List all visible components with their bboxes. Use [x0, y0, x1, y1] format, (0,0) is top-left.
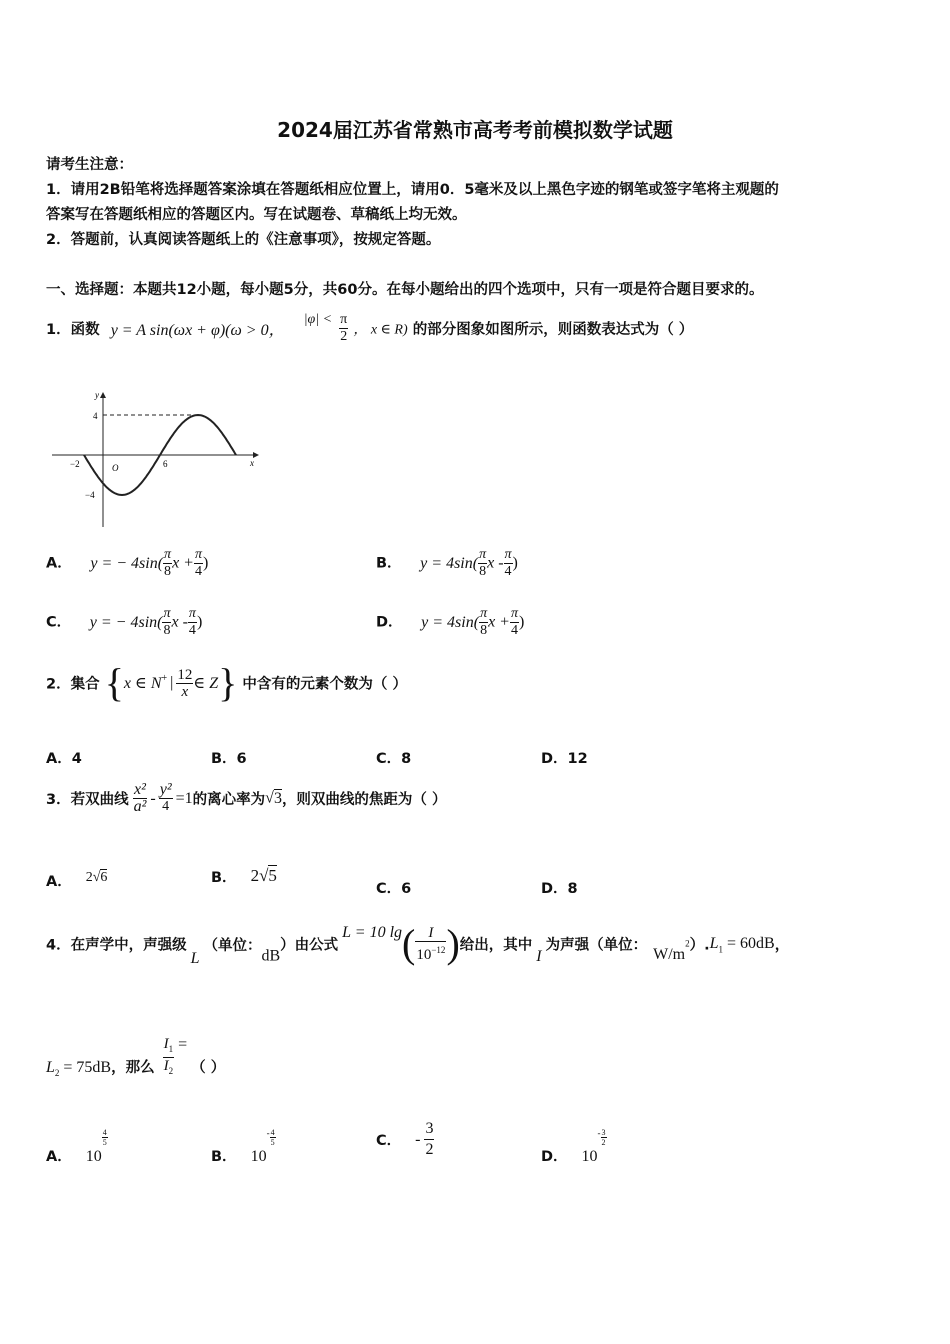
q4-d-base: 10	[581, 1148, 598, 1165]
q3-a-sqrt-sign: √	[92, 870, 101, 885]
q3-a-coef: 2	[85, 870, 93, 885]
q4-option-c-label: C．	[376, 1133, 402, 1149]
tick-6: 6	[163, 459, 168, 469]
q2-number: 2．集合	[46, 676, 100, 693]
q4-L: L	[190, 949, 200, 967]
q1-two: 2	[340, 329, 348, 344]
q4-formula-n: I	[415, 925, 446, 942]
q4-comma: ，	[774, 937, 790, 954]
q1-a-post: )	[202, 554, 209, 572]
q1-a-mid: x +	[172, 554, 194, 572]
q2-left-brace: {	[104, 660, 124, 705]
q4-L1-val: = 60dB	[727, 935, 775, 952]
q4-c-d: 2	[425, 1141, 434, 1158]
q2-frac-n: 12	[177, 666, 193, 683]
q4-formula-d-base: 10	[416, 947, 432, 963]
q3-number: 3．若双曲线	[46, 792, 129, 808]
q1-d-mid: x +	[488, 613, 510, 631]
q1-option-a[interactable]	[46, 547, 208, 580]
q4-formula-lparen: (	[402, 921, 416, 966]
notice-heading: 请考生注意：	[46, 157, 133, 173]
notice-line-1b: 答案写在答题纸相应的答题区内。写在试题卷、草稿纸上均无效。	[46, 207, 467, 223]
q3-a-rad: 6	[100, 870, 108, 885]
q4-option-b-label: B．	[211, 1149, 237, 1165]
q1-c-d1: 8	[163, 623, 171, 638]
q4-formula-d	[415, 942, 446, 963]
q4-L1: L	[709, 935, 719, 952]
tick-minus-4: −4	[85, 490, 95, 500]
q3-text1: 的离心率为	[192, 792, 266, 808]
q3-option-b-label: B．	[211, 870, 237, 886]
q3-sqrt-sign: √	[265, 789, 274, 807]
q1-b-d1: 8	[479, 564, 487, 579]
q4-paren: （ ）	[191, 1059, 226, 1076]
question-3	[46, 782, 447, 830]
question-4-line-1	[46, 921, 790, 974]
q3-text2: ，则双曲线的焦距为（ ）	[281, 792, 447, 808]
tick-4: 4	[93, 411, 98, 421]
page-title: 2024届江苏省常熟市高考考前模拟数学试题	[277, 118, 673, 142]
q4-ratio-n-sub: 1	[168, 1043, 174, 1054]
section-heading: 一、选择题：本题共12小题，每小题5分，共60分。在每小题给出的四个选项中，只有一项是符合题目要求的。	[46, 282, 764, 298]
q1-option-c-pre: y = − 4sin(	[89, 613, 163, 631]
origin-label: O	[112, 463, 119, 473]
q4-L2: L	[46, 1058, 55, 1076]
q3-option-b[interactable]	[211, 866, 277, 887]
q2-frac-d: x	[181, 683, 189, 700]
q2-right-brace: }	[218, 660, 238, 705]
q4-ratio-n	[163, 1036, 175, 1058]
q1-number: 1．函数	[46, 322, 100, 338]
q4-ratio-d	[163, 1058, 175, 1079]
q1-option-b-label: B．	[376, 555, 402, 572]
q4-unit-w: W/m	[653, 945, 686, 963]
q3-eq: =1	[175, 789, 193, 807]
q1-formula: y = A sin(ωx + φ)(ω > 0，	[110, 322, 285, 339]
q4-ratio-d-I: I	[163, 1057, 169, 1074]
q1-b-post: )	[512, 554, 518, 572]
q4-b-exp-d: 5	[270, 1138, 275, 1147]
q4-d-exp-sign: -	[597, 1128, 601, 1138]
q4-b-exp-n: 4	[270, 1128, 275, 1137]
q4-close: ）.	[689, 937, 710, 954]
q1-option-c-label: C．	[46, 614, 72, 631]
q4-ratio-d-sub: 2	[168, 1065, 174, 1076]
q2-text: 中含有的元素个数为（ ）	[242, 676, 407, 693]
q4-formula-d-exp: −12	[431, 945, 446, 955]
q1-option-c[interactable]	[46, 606, 202, 639]
q1-text: 的部分图象如图所示，则函数表达式为（ ）	[412, 322, 694, 338]
q4-option-d-label: D．	[541, 1149, 568, 1165]
y-axis-label: y	[95, 390, 99, 400]
q1-a-d2: 4	[194, 564, 202, 579]
q1-a-n1: π	[164, 547, 172, 562]
q1-option-a-pre: y = − 4sin(	[90, 554, 164, 572]
q3-sqrt-3: 3	[273, 789, 282, 807]
q1-option-d[interactable]	[376, 606, 524, 639]
q4-L2-val: = 75dB	[63, 1058, 112, 1076]
q4-option-d[interactable]	[541, 1128, 607, 1166]
q4-option-a-label: A．	[46, 1149, 72, 1165]
notice-line-1a: 1．请用2B铅笔将选择题答案涂填在答题纸相应位置上，请用0．5毫米及以上黑色字迹的钢笔或签字笔将主观题的	[46, 182, 779, 198]
q1-d-n2: π	[510, 606, 518, 621]
q1-d-post: )	[519, 613, 525, 631]
q1-c-d2: 4	[188, 623, 196, 638]
q1-d-n1: π	[480, 606, 488, 621]
q1-sine-graph	[50, 385, 265, 530]
q1-domain: ， x ∈ R)	[353, 322, 408, 338]
q2-set-left: x ∈ N	[123, 675, 162, 692]
notice-line-2: 2．答题前，认真阅读答题纸上的《注意事项》，按规定答题。	[46, 232, 441, 248]
q3-n2: y²	[159, 781, 172, 798]
q3-option-a[interactable]	[46, 870, 107, 891]
q2-sup-plus: +	[161, 673, 168, 685]
x-axis-label: x	[250, 458, 254, 468]
q3-b-sqrt-sign: √	[259, 866, 269, 885]
q1-option-d-pre: y = 4sin(	[421, 613, 480, 631]
q2-option-c[interactable]: C．8	[376, 751, 412, 767]
q1-pi: π	[340, 312, 348, 327]
q1-a-d1: 8	[164, 564, 172, 579]
q3-d1: a²	[133, 798, 147, 815]
q4-a-exp-n: 4	[102, 1128, 107, 1137]
q4-a-exp-d: 5	[102, 1138, 107, 1147]
q4-line1-a: 4．在声学中，声强级	[46, 937, 187, 954]
q4-formula-rparen: )	[446, 921, 460, 966]
q4-c-sign: -	[415, 1130, 421, 1148]
q4-option-a[interactable]	[46, 1128, 108, 1166]
q4-ratio-eq: =	[178, 1036, 188, 1053]
q4-unit-open: （单位：	[203, 937, 262, 954]
q3-n1: x²	[134, 781, 146, 798]
q4-d-exp-n: 3	[601, 1128, 606, 1137]
question-2	[46, 660, 407, 711]
q4-give: 给出，其中	[459, 937, 533, 954]
q1-c-n1: π	[163, 606, 171, 621]
q2-option-d[interactable]: D．12	[541, 751, 588, 767]
q4-option-b[interactable]	[211, 1128, 276, 1166]
q1-option-b[interactable]	[376, 547, 518, 580]
q4-dB: dB	[261, 947, 281, 965]
q2-option-b[interactable]: B．6	[211, 751, 247, 767]
q1-b-mid: x -	[487, 554, 504, 572]
q3-b-rad: 5	[268, 866, 277, 885]
q3-d2: 4	[162, 799, 170, 814]
q4-L1-sub: 1	[718, 944, 724, 955]
q1-c-post: )	[196, 613, 203, 631]
q3-b-coef: 2	[250, 866, 260, 885]
q4-ratio-n-I: I	[163, 1036, 169, 1052]
q4-then: ，那么	[111, 1059, 155, 1076]
q4-intensity: 为声强（单位：	[545, 937, 648, 954]
q1-option-d-label: D．	[376, 614, 403, 631]
q3-minus: -	[150, 789, 156, 807]
q1-option-b-pre: y = 4sin(	[420, 554, 479, 572]
q1-option-a-label: A．	[46, 555, 72, 572]
question-1	[46, 312, 693, 356]
q4-a-base: 10	[85, 1148, 102, 1165]
q1-phi-condition: |φ| <	[303, 312, 333, 327]
q3-option-c[interactable]: C．6	[376, 881, 412, 897]
q1-a-n2: π	[194, 547, 202, 562]
q4-b-base: 10	[250, 1148, 267, 1165]
q1-c-mid: x -	[171, 613, 188, 631]
q1-b-n2: π	[504, 547, 512, 562]
q1-b-d2: 4	[504, 564, 512, 579]
q4-I: I	[536, 947, 542, 965]
q2-bar: |	[170, 674, 174, 691]
q4-unit-exp: 2	[685, 938, 690, 949]
q1-b-n1: π	[479, 547, 487, 562]
q4-option-c[interactable]	[376, 1119, 434, 1160]
q2-option-a[interactable]: A．4	[46, 751, 82, 767]
tick-minus-2: −2	[70, 459, 80, 469]
q4-L2-sub: 2	[54, 1067, 60, 1078]
q2-set-right: ∈ Z	[193, 675, 219, 692]
q4-formula-intro: ）由公式	[280, 937, 339, 954]
q1-d-d1: 8	[480, 623, 488, 638]
q1-c-n2: π	[188, 606, 196, 621]
q4-b-exp-sign: -	[266, 1128, 270, 1138]
q3-option-d[interactable]: D．8	[541, 881, 578, 897]
q4-formula-lhs: L = 10 lg	[342, 924, 403, 941]
q1-pi-over-2	[339, 312, 348, 345]
q1-d-d2: 4	[510, 623, 518, 638]
q3-option-a-label: A．	[46, 874, 72, 890]
question-4-line-2	[46, 1036, 225, 1086]
q4-d-exp-d: 2	[601, 1138, 606, 1147]
q4-c-n: 3	[424, 1119, 434, 1140]
